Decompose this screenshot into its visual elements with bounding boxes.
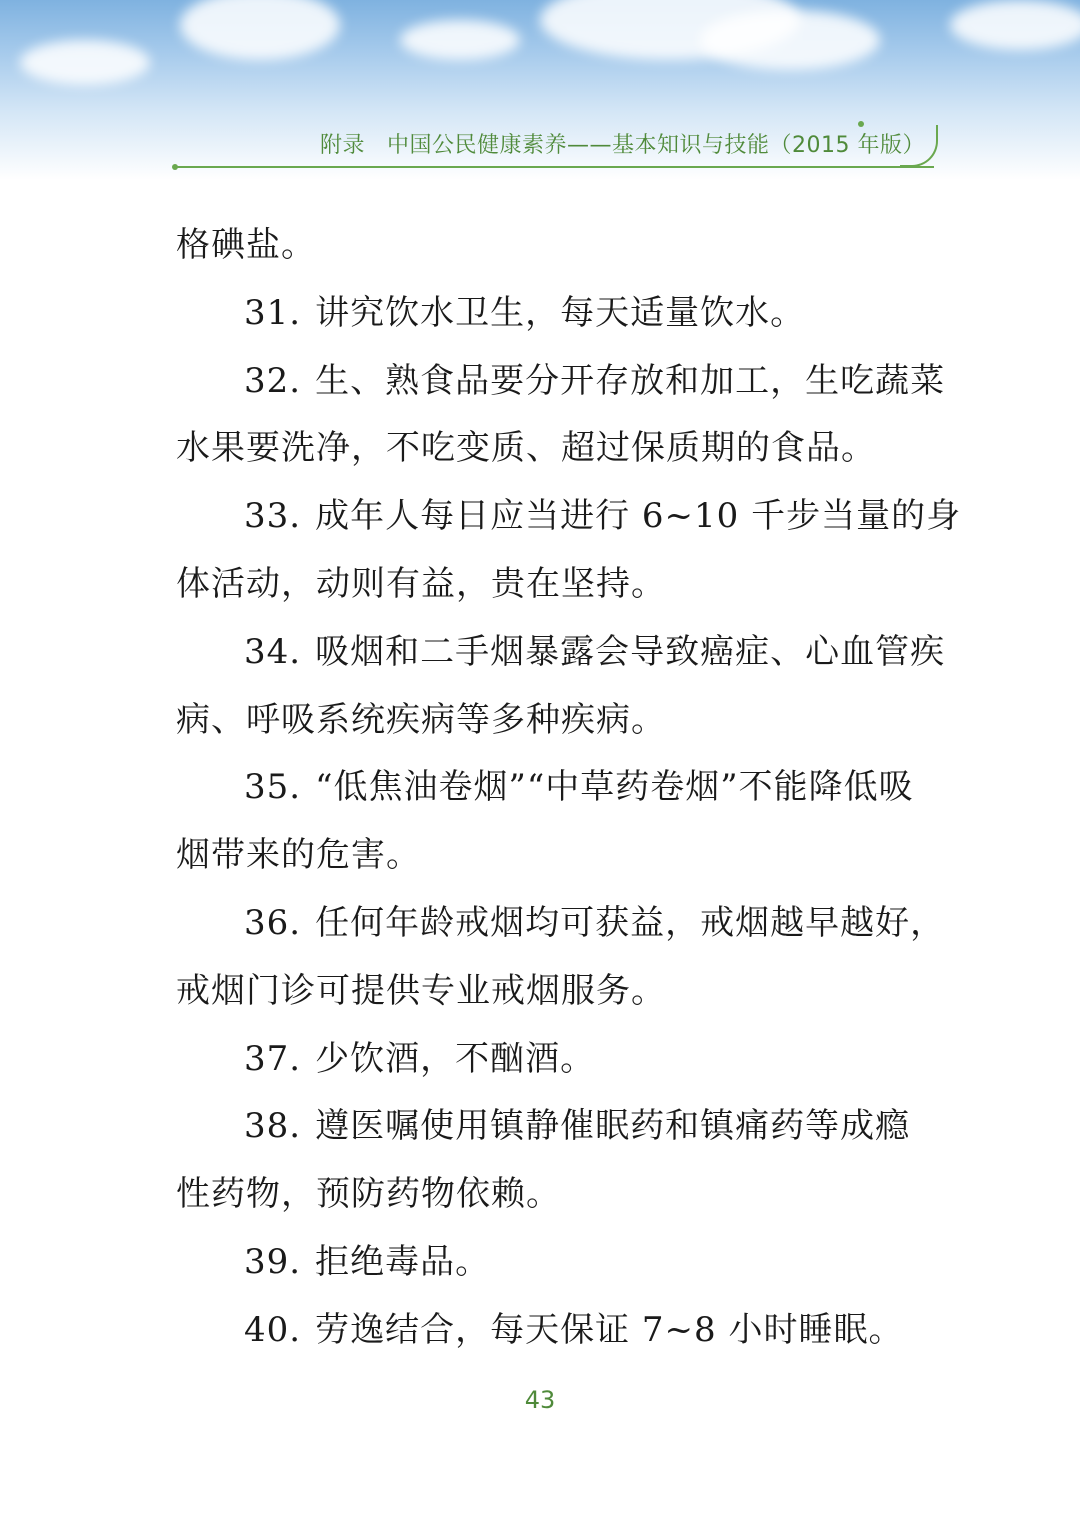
cloud: [950, 0, 1080, 50]
item-number: 35.: [244, 767, 302, 808]
line-text: 病、呼吸系统疾病等多种疾病。: [176, 699, 666, 740]
item-37: [176, 1026, 938, 1094]
line-text: 吸烟和二手烟暴露会导致癌症、心血管疾: [315, 631, 946, 672]
item-34: [176, 619, 946, 687]
line-text: 成年人每日应当进行 6~10 千步当量的身: [315, 496, 962, 537]
cloud: [180, 0, 340, 60]
line-text: 戒烟门诊可提供专业戒烟服务。: [176, 970, 666, 1011]
item-number: 39.: [244, 1241, 302, 1282]
line-text: 性药物，预防药物依赖。: [176, 1174, 561, 1215]
text-line: [176, 1161, 938, 1229]
header-title: 中国公民健康素养——基本知识与技能（2015 年版）: [387, 133, 925, 158]
line-text: “低焦油卷烟”“中草药卷烟”不能降低吸: [315, 767, 914, 808]
line-text: 烟带来的危害。: [176, 835, 421, 876]
line-text: 拒绝毒品。: [315, 1241, 491, 1282]
item-38: [176, 1093, 938, 1161]
running-header: [320, 128, 925, 159]
item-32: [176, 348, 946, 416]
text-line: [176, 958, 938, 1026]
text-line: [176, 212, 938, 280]
line-text: 劳逸结合，每天保证 7~8 小时睡眠。: [315, 1309, 904, 1350]
line-text: 生、熟食品要分开存放和加工，生吃蔬菜: [315, 360, 946, 401]
header-section: 附录: [320, 133, 366, 158]
header-rule-dot-left: [172, 164, 178, 170]
header-rule-dot-right: [858, 121, 864, 127]
header-rule: [176, 166, 934, 168]
item-number: 32.: [244, 360, 302, 401]
item-36: [176, 890, 946, 958]
cloud: [400, 20, 520, 60]
text-line: [176, 687, 938, 755]
line-text: 讲究饮水卫生，每天适量饮水。: [315, 292, 806, 333]
item-number: 31.: [244, 292, 302, 333]
cloud: [700, 10, 880, 70]
line-text: 体活动，动则有益，贵在坚持。: [176, 563, 666, 604]
item-40: [176, 1297, 938, 1365]
text-line: [176, 415, 938, 483]
line-text: 水果要洗净，不吃变质、超过保质期的食品。: [176, 428, 876, 469]
line-text: 格碘盐。: [176, 225, 316, 265]
item-31: [176, 280, 938, 348]
item-35: [176, 754, 938, 822]
item-number: 37.: [244, 1038, 302, 1079]
text-line: [176, 822, 938, 890]
body-text: [176, 212, 962, 1365]
item-number: 36.: [244, 902, 302, 943]
item-number: 40.: [244, 1309, 302, 1350]
item-number: 34.: [244, 631, 302, 672]
line-text: 任何年龄戒烟均可获益，戒烟越早越好，: [315, 902, 946, 943]
line-text: 遵医嘱使用镇静催眠药和镇痛药等成瘾: [315, 1106, 911, 1147]
text-line: [176, 551, 938, 619]
line-text: 少饮酒，不酗酒。: [315, 1038, 596, 1079]
item-number: 38.: [244, 1106, 302, 1147]
item-number: 33.: [244, 496, 302, 537]
page-number: 43: [524, 1386, 556, 1414]
item-39: [176, 1229, 938, 1297]
cloud: [20, 40, 150, 85]
item-33: [176, 483, 962, 551]
